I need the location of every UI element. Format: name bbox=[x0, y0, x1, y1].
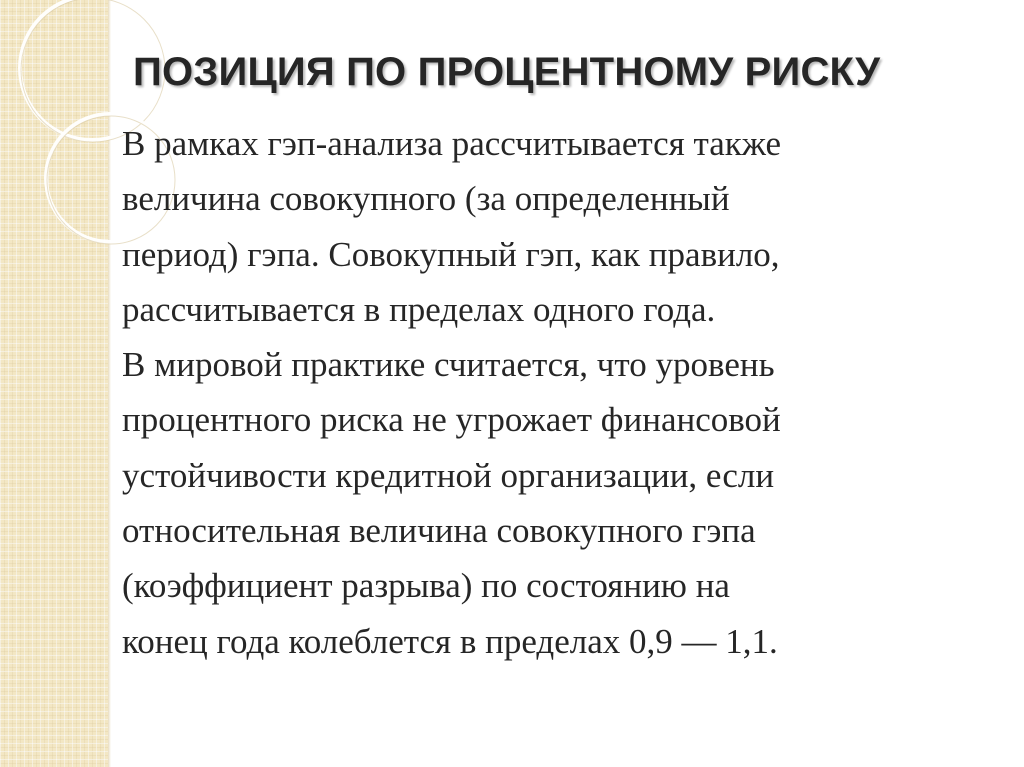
body-line: В рамках гэп-анализа рассчитывается также bbox=[122, 124, 782, 163]
body-line: конец года колеблется в пределах 0,9 — 1,1. bbox=[122, 621, 778, 661]
body-line: процентного риска не угрожает финансовой bbox=[122, 400, 781, 440]
body-line: период) гэпа. Совокупный гэп, как правило, bbox=[122, 234, 780, 274]
body-line: устойчивости кредитной организации, если bbox=[122, 455, 775, 495]
slide-title: ПОЗИЦИЯ ПО ПРОЦЕНТНОМУ РИСКУ bbox=[133, 50, 881, 94]
body-paragraph bbox=[122, 116, 1002, 669]
body-line: относительная величина совокупного гэпа bbox=[122, 511, 756, 551]
body-line: В мировой практике считается, что уровень bbox=[122, 345, 775, 385]
decorative-rings bbox=[0, 0, 130, 260]
body-line: рассчитывается в пределах одного года. bbox=[122, 289, 716, 329]
body-line: величина совокупного (за определенный bbox=[122, 179, 730, 219]
body-line: (коэффициент разрыва) по состоянию на bbox=[122, 566, 730, 606]
